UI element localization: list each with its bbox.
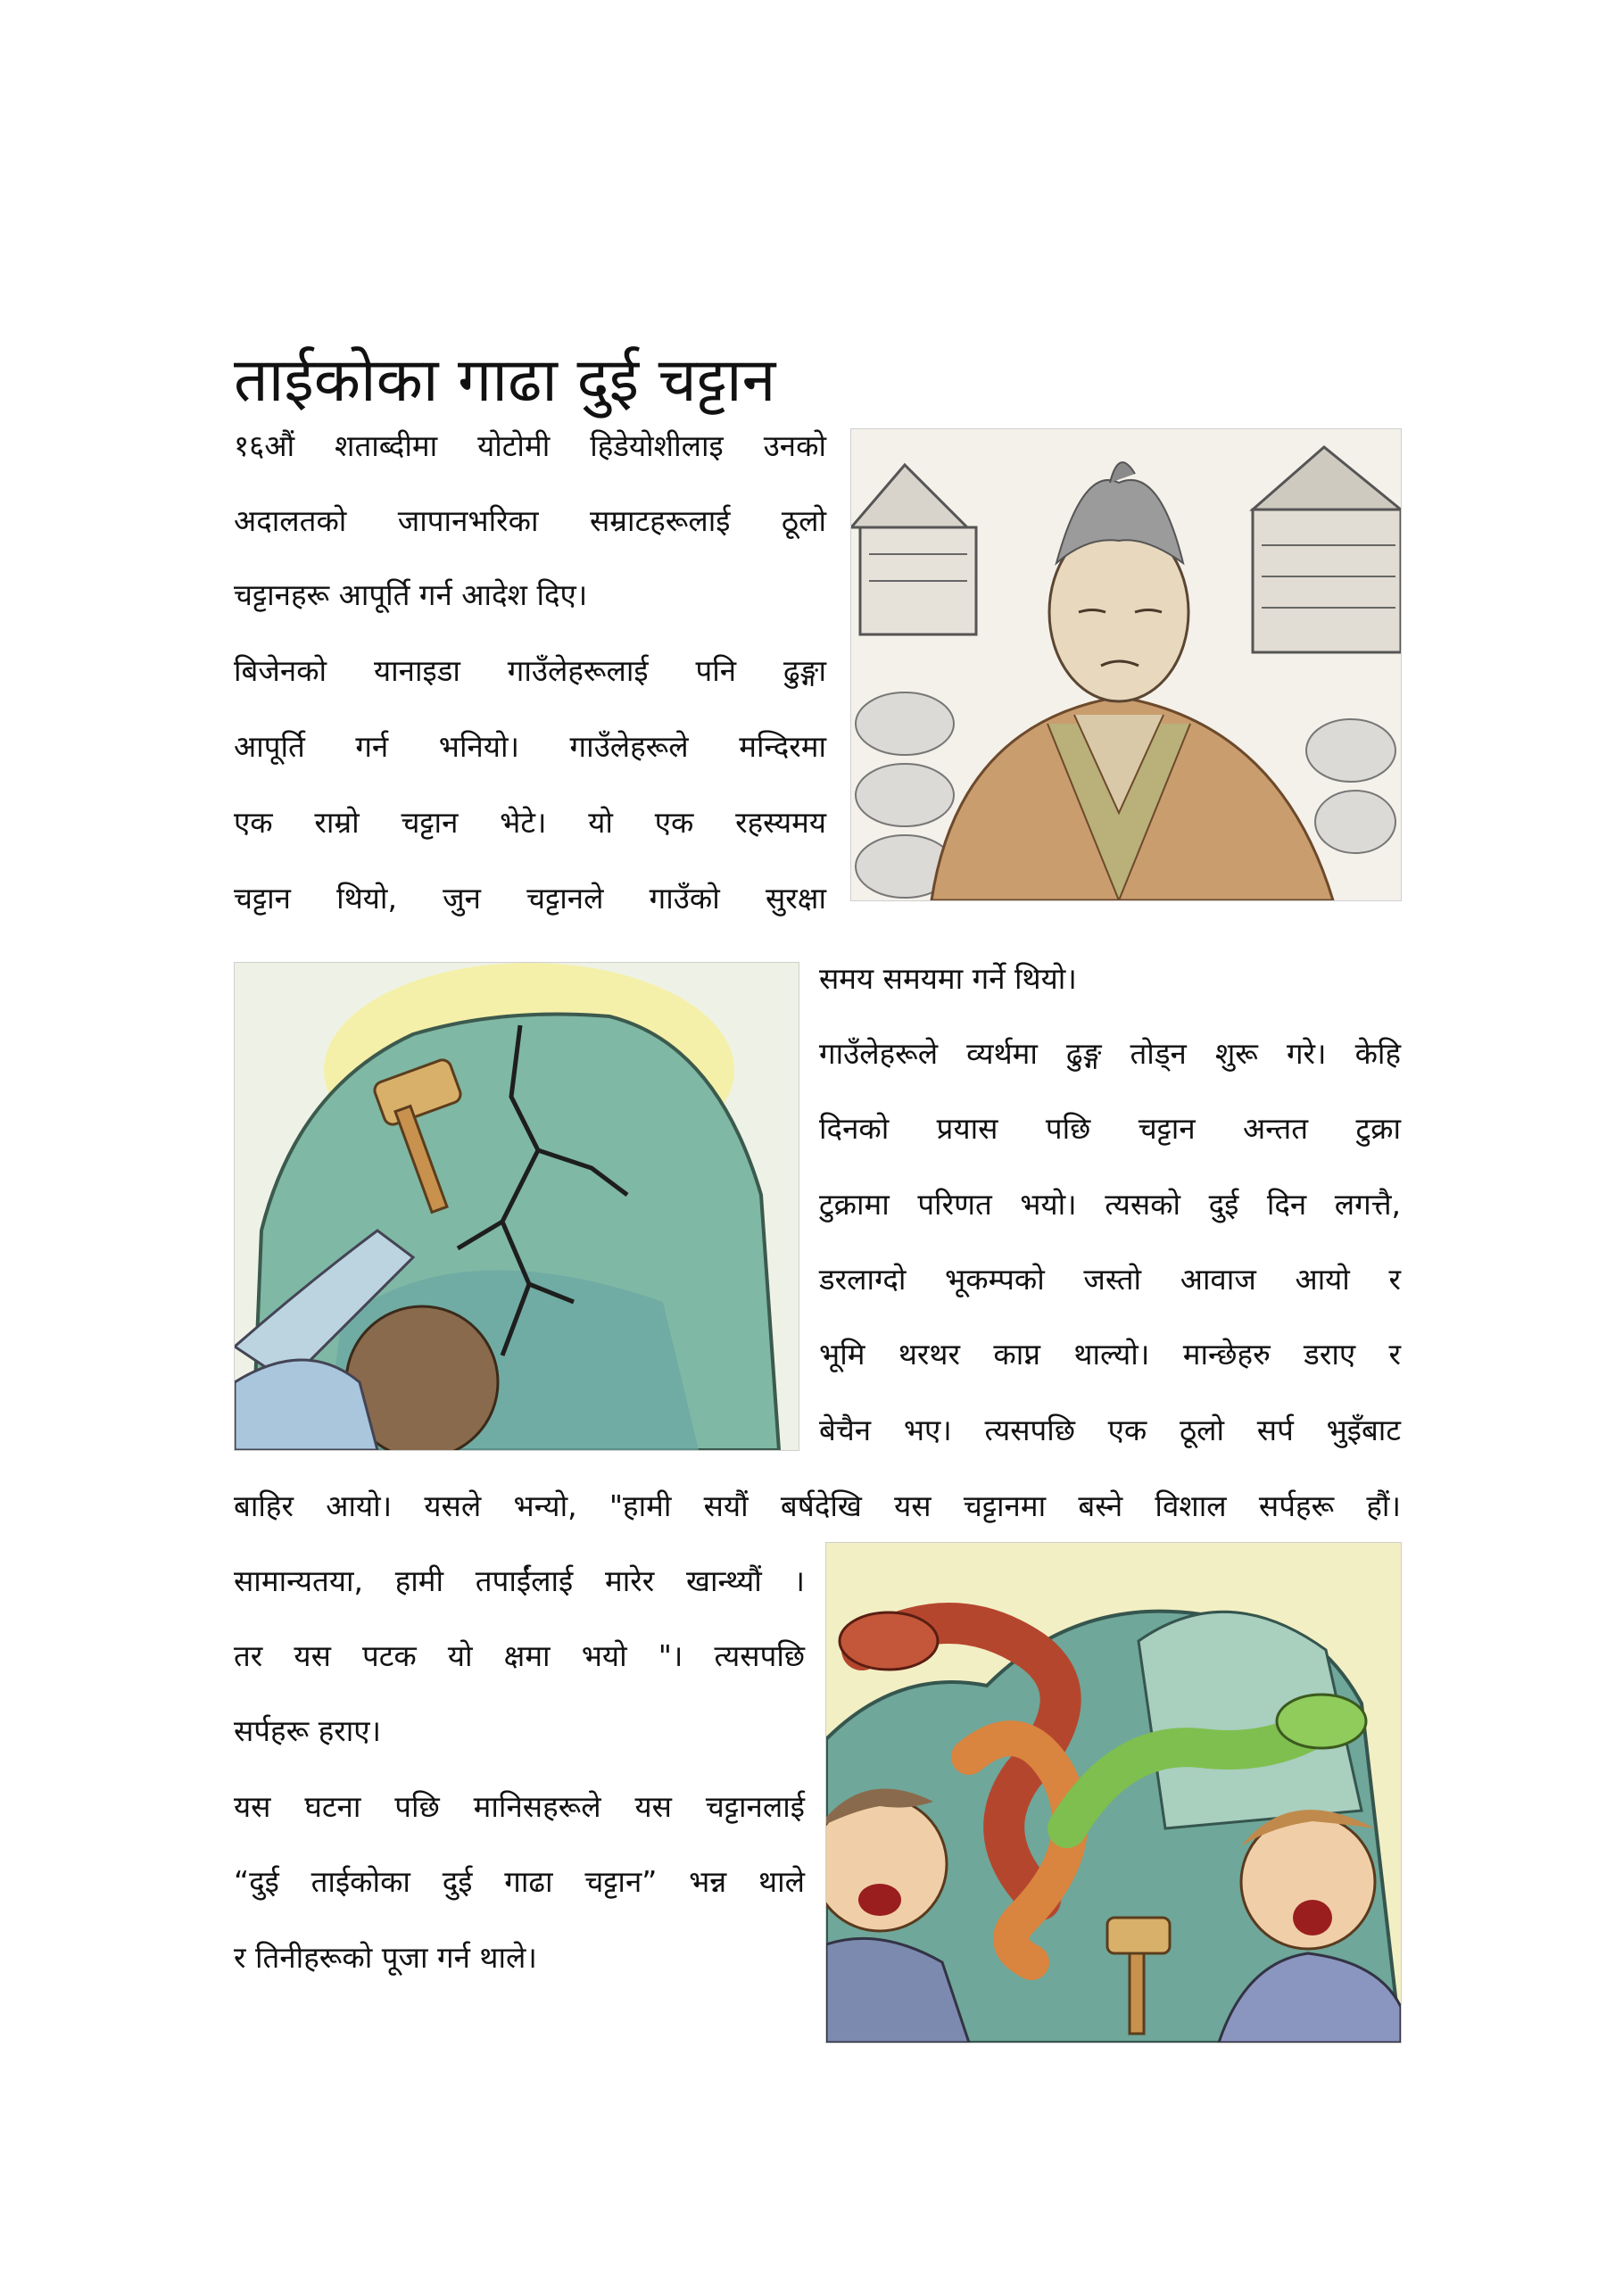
paragraph-line: बिजेनको यानाइडा गाउँलेहरूलाई पनि ढुङ्गा [234, 653, 826, 688]
paragraph-line: सामान्यतया, हामी तपाईंलाई मारेर खान्थ्यौं । [234, 1563, 805, 1598]
paragraph-line: “दुई ताईकोका दुई गाढा चट्टान” भन्न थाले [234, 1864, 805, 1899]
paragraph-line: अदालतको जापानभरिका सम्राटहरूलाई ठूलो [234, 503, 826, 538]
paragraph-line: डरलाग्दो भूकम्पको जस्तो आवाज आयो र [819, 1262, 1401, 1297]
old-man-castle-illustration [850, 428, 1402, 901]
paragraph-line: आपूर्ति गर्न भनियो। गाउँलेहरूले मन्दिरमा [234, 729, 826, 764]
paragraph-line: १६औं शताब्दीमा योटोमी हिडेयोशीलाइ उनको [234, 428, 826, 463]
paragraph-line: तर यस पटक यो क्षमा भयो "। त्यसपछि [234, 1638, 805, 1673]
paragraph-line: बाहिर आयो। यसले भन्यो, "हामी सयौं बर्षदेखि यस चट्टानमा बस्ने विशाल सर्पहरू हौं। [234, 1488, 1401, 1523]
paragraph-line: एक राम्रो चट्टान भेटे। यो एक रहस्यमय [234, 805, 826, 840]
hammer-rock-illustration [234, 962, 799, 1451]
paragraph-line: भूमि थरथर काप्न थाल्यो। मान्छेहरु डराए र [819, 1337, 1401, 1372]
paragraph-line: गाउँलेहरूले व्यर्थमा ढुङ्ग तोड्न शुरू गरे। केहि [819, 1036, 1401, 1071]
paragraph-line: समय समयमा गर्ने थियो। [819, 961, 1077, 996]
paragraph-line: यस घटना पछि मानिसहरूले यस चट्टानलाई [234, 1789, 805, 1824]
snakes-villagers-illustration [825, 1542, 1402, 2043]
paragraph-line: चट्टानहरू आपूर्ति गर्न आदेश दिए। [234, 577, 588, 612]
paragraph-line: सर्पहरू हराए। [234, 1713, 382, 1748]
paragraph-line: दिनको प्रयास पछि चट्टान अन्तत टुक्रा [819, 1111, 1401, 1146]
paragraph-line: चट्टान थियो, जुन चट्टानले गाउँको सुरक्षा [234, 881, 826, 916]
paragraph-line: र तिनीहरूको पूजा गर्न थाले। [234, 1940, 537, 1975]
page-title: ताईकोका गाढा दुई चट्टान [234, 344, 776, 416]
paragraph-line: बेचैन भए। त्यसपछि एक ठूलो सर्प भुइँबाट [819, 1413, 1401, 1447]
paragraph-line: टुक्रामा परिणत भयो। त्यसको दुई दिन लगत्तै, [819, 1187, 1401, 1222]
